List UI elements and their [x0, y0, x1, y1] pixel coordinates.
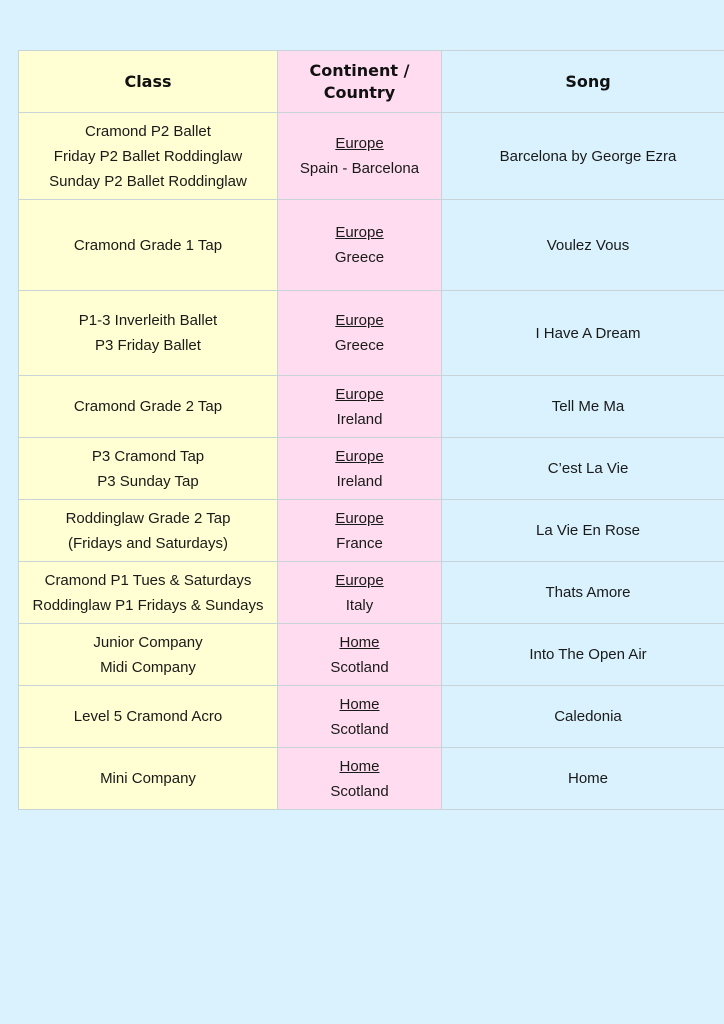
class-name: Junior Company — [93, 633, 203, 651]
class-cell — [19, 376, 278, 438]
header-song: Song — [442, 51, 724, 113]
class-name: Sunday P2 Ballet Roddinglaw — [49, 172, 247, 190]
continent-country-cell — [278, 624, 442, 686]
class-cell — [19, 291, 278, 376]
song-cell: Thats Amore — [442, 562, 724, 624]
continent-label: Europe — [335, 135, 384, 152]
class-name: Roddinglaw P1 Fridays & Sundays — [32, 596, 264, 614]
class-name: Level 5 Cramond Acro — [73, 708, 223, 725]
table-row — [19, 291, 724, 376]
country-label: Spain - Barcelona — [299, 160, 420, 177]
song-cell: C’est La Vie — [442, 438, 724, 500]
continent-country-cell — [278, 376, 442, 438]
class-name: P3 Friday Ballet — [95, 337, 201, 354]
class-cell — [19, 113, 278, 200]
class-name: (Fridays and Saturdays) — [67, 534, 229, 552]
continent-country-cell — [278, 113, 442, 200]
country-label: Greece — [334, 337, 385, 354]
song-cell: I Have A Dream — [442, 291, 724, 376]
class-cell — [19, 748, 278, 810]
table-row — [19, 113, 724, 200]
country-label: France — [336, 534, 383, 552]
song-cell: La Vie En Rose — [442, 500, 724, 562]
class-name: P3 Sunday Tap — [97, 472, 199, 490]
continent-label: Home — [339, 633, 380, 651]
table-row — [19, 686, 724, 748]
class-cell — [19, 438, 278, 500]
class-cell — [19, 624, 278, 686]
table-row — [19, 200, 724, 291]
song-cell: Tell Me Ma — [442, 376, 724, 438]
continent-label: Europe — [335, 509, 384, 527]
continent-label: Europe — [335, 571, 384, 589]
table-header-row — [19, 51, 724, 113]
country-label: Ireland — [336, 410, 383, 428]
class-name: Midi Company — [100, 658, 196, 676]
class-name: Mini Company — [100, 770, 196, 787]
class-cell — [19, 500, 278, 562]
class-cell — [19, 686, 278, 748]
class-song-table — [18, 50, 724, 810]
continent-label: Europe — [335, 224, 384, 241]
class-name: Cramond Grade 1 Tap — [73, 236, 223, 254]
class-name: Roddinglaw Grade 2 Tap — [65, 509, 231, 527]
class-name: Friday P2 Ballet Roddinglaw — [53, 147, 243, 165]
table-row — [19, 500, 724, 562]
country-label: Italy — [345, 596, 374, 614]
table-body — [19, 113, 724, 810]
class-cell — [19, 200, 278, 291]
continent-country-cell — [278, 748, 442, 810]
country-label: Scotland — [330, 720, 389, 738]
continent-label: Europe — [335, 447, 384, 465]
continent-label: Home — [339, 695, 380, 713]
country-label: Greece — [334, 249, 385, 266]
song-cell: Into The Open Air — [442, 624, 724, 686]
continent-country-cell — [278, 686, 442, 748]
class-name: P1-3 Inverleith Ballet — [78, 312, 218, 329]
song-cell: Voulez Vous — [442, 200, 724, 291]
continent-country-cell — [278, 438, 442, 500]
class-cell — [19, 562, 278, 624]
class-name: P3 Cramond Tap — [91, 447, 205, 465]
continent-label: Home — [339, 757, 380, 775]
header-continent-country: Continent / Country — [278, 51, 442, 113]
table-row — [19, 562, 724, 624]
continent-country-cell — [278, 200, 442, 291]
continent-label: Europe — [335, 312, 384, 329]
continent-label: Europe — [335, 385, 384, 403]
table-row — [19, 438, 724, 500]
table-row — [19, 624, 724, 686]
continent-country-cell — [278, 500, 442, 562]
continent-country-cell — [278, 291, 442, 376]
table-row — [19, 748, 724, 810]
country-label: Scotland — [330, 782, 389, 800]
class-name: Cramond P2 Ballet — [85, 122, 211, 140]
continent-country-cell — [278, 562, 442, 624]
song-cell: Barcelona by George Ezra — [442, 113, 724, 200]
song-cell: Caledonia — [442, 686, 724, 748]
table-row — [19, 376, 724, 438]
class-name: Cramond Grade 2 Tap — [73, 398, 223, 415]
header-class: Class — [19, 51, 278, 113]
song-cell: Home — [442, 748, 724, 810]
country-label: Ireland — [336, 472, 383, 490]
country-label: Scotland — [330, 658, 389, 676]
class-name: Cramond P1 Tues & Saturdays — [44, 571, 252, 589]
